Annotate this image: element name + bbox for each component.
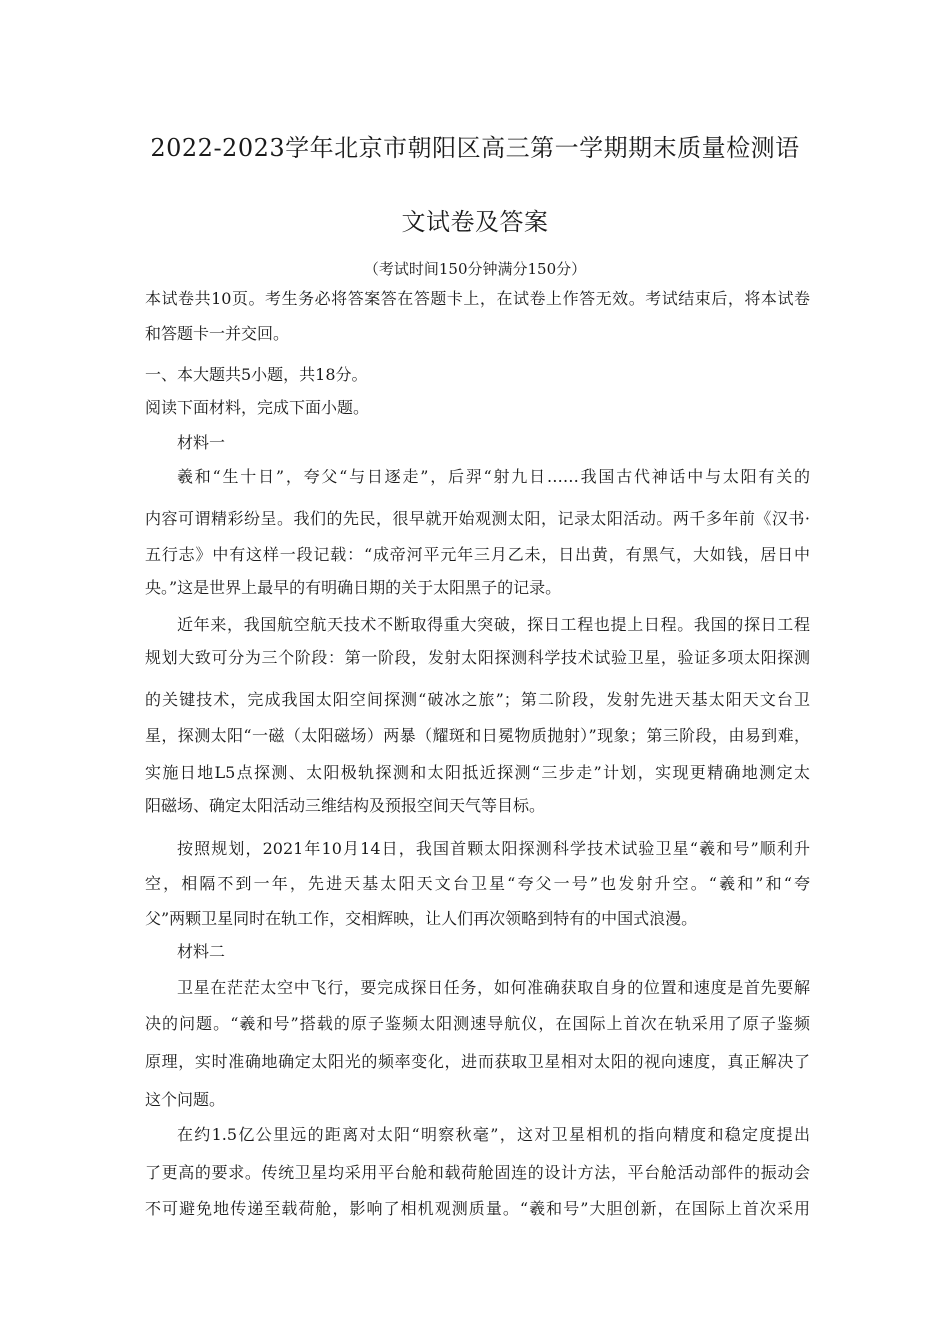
reading-instruction: 阅读下面材料，完成下面小题。 — [145, 398, 370, 417]
material1-p2-line-2: 规划大致可分为三个阶段：第一阶段，发射太阳探测科学技术试验卫星，验证多项太阳探测 — [145, 648, 810, 667]
material2-label: 材料二 — [177, 942, 226, 961]
document-title-line-2: 文试卷及答案 — [401, 208, 549, 236]
material1-p3-line-3: 父”两颗卫星同时在轨工作，交相辉映，让人们再次领略到特有的中国式浪漫。 — [145, 909, 698, 928]
material1-p3-line-1: 按照规划，2021年10月14日，我国首颗太阳探测科学技术试验卫星“羲和号”顺利升 — [177, 839, 810, 858]
material1-p3-line-2: 空，相隔不到一年，先进天基太阳天文台卫星“夸父一号”也发射升空。“羲和”和“夸 — [145, 874, 810, 893]
material1-p2-line-1: 近年来，我国航空航天技术不断取得重大突破，探日工程也提上日程。我国的探日工程 — [177, 615, 810, 634]
intro-line-1: 本试卷共10页。考生务必将答案答在答题卡上，在试卷上作答无效。考试结束后，将本试卷 — [145, 289, 810, 308]
material1-p2-line-5: 实施日地L5点探测、太阳极轨探测和太阳抵近探测“三步走”计划，实现更精确地测定太 — [145, 763, 810, 782]
material1-label: 材料一 — [177, 433, 226, 452]
material1-p1-line-1: 羲和“生十日”，夸父“与日逐走”，后羿“射九日……我国古代神话中与太阳有关的 — [177, 467, 810, 486]
material1-p2-line-4: 星，探测太阳“一磁（太阳磁场）两暴（耀斑和日冕物质抛射）”现象；第三阶段，由易到难， — [145, 726, 810, 745]
document-title-line-1: 2022-2023学年北京市朝阳区高三第一学期期末质量检测语 — [150, 134, 800, 162]
material1-p1-line-4: 央。”这是世界上最早的有明确日期的关于太阳黑子的记录。 — [145, 578, 562, 597]
material2-p1-line-4: 这个问题。 — [145, 1090, 226, 1109]
material1-p2-line-3: 的关键技术，完成我国太阳空间探测“破冰之旅”；第二阶段，发射先进天基太阳天文台卫 — [145, 690, 810, 709]
material1-p2-line-6: 阳磁场、确定太阳活动三维结构及预报空间天气等目标。 — [145, 796, 546, 815]
material2-p2-line-3: 不可避免地传递至载荷舱，影响了相机观测质量。“羲和号”大胆创新，在国际上首次采用 — [145, 1199, 810, 1218]
material2-p1-line-2: 决的问题。“羲和号”搭载的原子鉴频太阳测速导航仪，在国际上首次在轨采用了原子鉴频 — [145, 1014, 810, 1033]
material1-p1-line-2: 内容可谓精彩纷呈。我们的先民，很早就开始观测太阳，记录太阳活动。两千多年前《汉书· — [145, 509, 810, 528]
material2-p1-line-1: 卫星在茫茫太空中飞行，要完成探日任务，如何准确获取自身的位置和速度是首先要解 — [177, 978, 810, 997]
section-header: 一、本大题共5小题，共18分。 — [145, 365, 368, 384]
material2-p2-line-1: 在约1.5亿公里远的距离对太阳“明察秋毫”，这对卫星相机的指向精度和稳定度提出 — [177, 1125, 810, 1144]
material2-p1-line-3: 原理，实时准确地确定太阳光的频率变化，进而获取卫星相对太阳的视向速度，真正解决了 — [145, 1052, 810, 1071]
material1-p1-line-3: 五行志》中有这样一段记载：“成帝河平元年三月乙未，日出黄，有黑气，大如钱，居日中 — [145, 545, 810, 564]
intro-line-2: 和答题卡一并交回。 — [145, 324, 290, 343]
exam-info-subtitle: （考试时间150分钟满分150分） — [363, 260, 587, 278]
material2-p2-line-2: 了更高的要求。传统卫星均采用平台舱和载荷舱固连的设计方法，平台舱活动部件的振动会 — [145, 1163, 810, 1182]
